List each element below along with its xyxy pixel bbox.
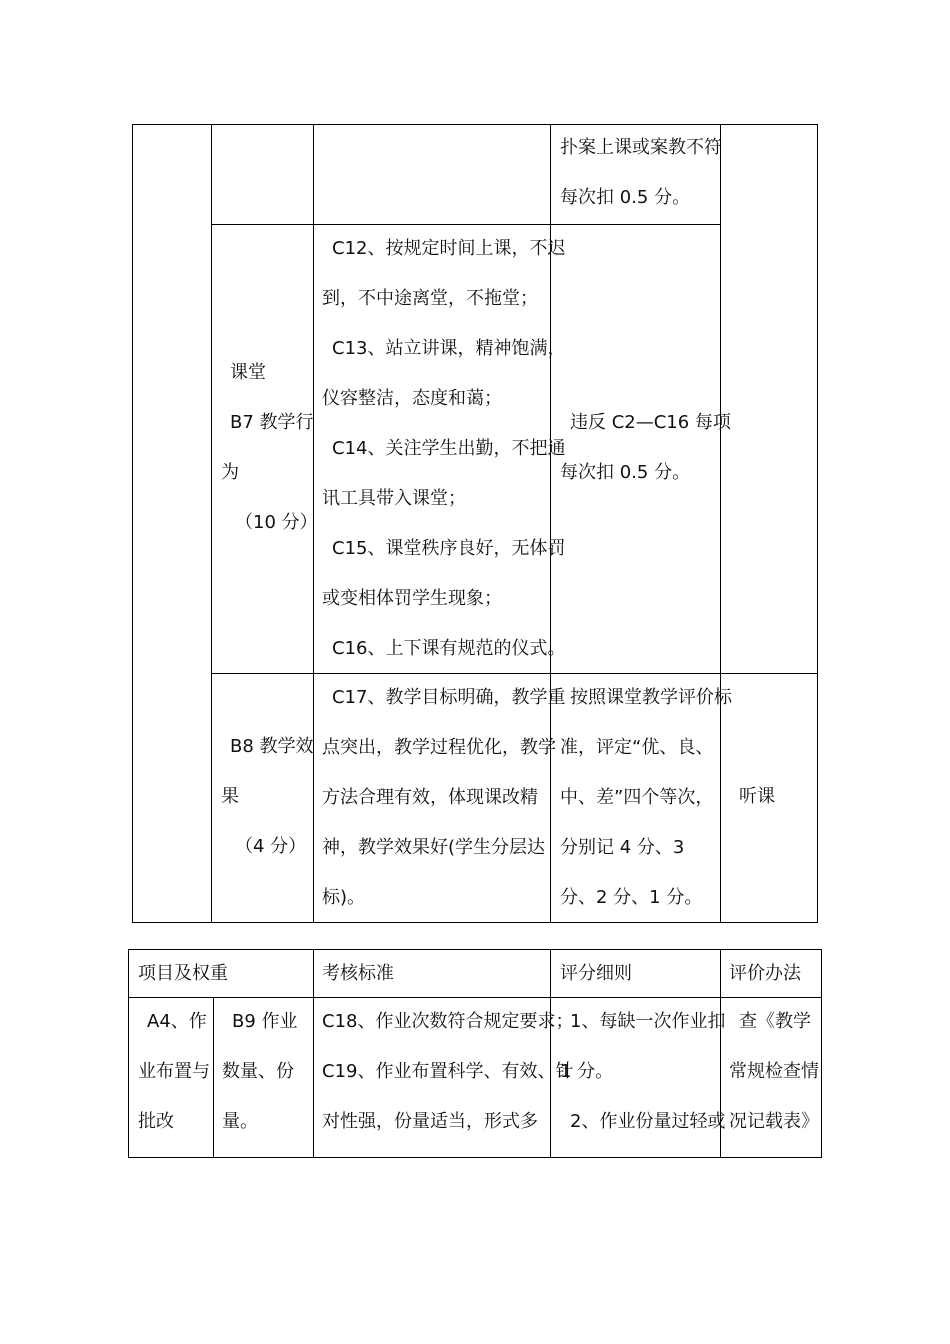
deduction-c2-c16-cell — [560, 398, 731, 498]
cell-line: B9 作业 — [232, 1011, 298, 1032]
cell-line: C17、教学目标明确，教学重 — [332, 687, 566, 708]
cell-line: 分别记 4 分、3 — [560, 837, 685, 858]
cell-line: A4、作 — [147, 1011, 207, 1032]
table1-col-divider — [211, 124, 212, 923]
cell-line: （10 分） — [235, 512, 318, 533]
cell-line: 对性强，份量适当，形式多 — [322, 1111, 538, 1132]
cell-line: 分、2 分、1 分。 — [560, 887, 703, 908]
cell-line: 查《教学 — [739, 1011, 811, 1032]
cell-line: 中、差”四个等次， — [560, 787, 714, 808]
grading-rule-cell — [560, 673, 732, 923]
method-lecture-cell — [739, 772, 775, 822]
cell-line: 数量、份 — [222, 1061, 294, 1082]
cell-line: 1、每缺一次作业扣 — [570, 1011, 726, 1032]
header-item-weight: 项目及权重 — [138, 963, 228, 984]
cell-line: C13、站立讲课，精神饱满， — [332, 338, 566, 359]
cell-line: 批改 — [138, 1111, 174, 1132]
item-a4-cell — [138, 997, 210, 1147]
header-evaluation-method: 评价办法 — [729, 963, 801, 984]
table1-left-border — [132, 124, 133, 923]
cell-line: C14、关注学生出勤，不把通 — [332, 438, 566, 459]
cell-line: 量。 — [222, 1111, 258, 1132]
cell-line: 2、作业份量过轻或 — [570, 1111, 726, 1132]
cell-line: 果 — [221, 786, 239, 807]
standard-c17-cell — [322, 673, 565, 923]
cell-line: 业布置与 — [138, 1061, 210, 1082]
cell-line: 课堂 — [230, 362, 266, 383]
table1-right-border — [817, 124, 818, 923]
cell-line: 到，不中途离堂，不拖堂； — [322, 288, 538, 309]
cell-line: 准，评定“优、良、 — [560, 737, 714, 758]
header-scoring-detail: 评分细则 — [560, 963, 632, 984]
cell-line: 扑案上课或案教不符 — [560, 137, 722, 158]
cell-line: 方法合理有效，体现课改精 — [322, 787, 538, 808]
cell-line: 按照课堂教学评价标 — [570, 687, 732, 708]
cell-line: 况记载表》 — [729, 1111, 819, 1132]
cell-line: C19、作业布置科学、有效、针 — [322, 1061, 574, 1082]
header-standard: 考核标准 — [322, 963, 394, 984]
cell-line: 常规检查情 — [729, 1061, 819, 1082]
table2-top-border — [128, 949, 822, 950]
item-b7-cell — [221, 348, 318, 548]
cell-line: 每次扣 0.5 分。 — [560, 462, 691, 483]
cell-line: 仪容整洁，态度和蔼； — [322, 388, 502, 409]
cell-line: 每次扣 0.5 分。 — [560, 187, 691, 208]
cell-line: C12、按规定时间上课，不迟 — [332, 238, 566, 259]
table2-right-border — [821, 949, 822, 1158]
item-b8-cell — [221, 722, 314, 872]
deduction-rule-cell — [560, 123, 722, 223]
cell-line: 点突出，教学过程优化，教学 — [322, 737, 556, 758]
cell-line: C18、作业次数符合规定要求； — [322, 1011, 574, 1032]
table2-col-divider — [313, 949, 314, 1158]
cell-line: 神，教学效果好(学生分层达 — [322, 837, 546, 858]
cell-line: 或变相体罚学生现象； — [322, 588, 502, 609]
homework-deduction-cell — [560, 997, 725, 1147]
method-check-record-cell — [729, 997, 819, 1147]
standard-c18-c19-cell — [322, 997, 573, 1147]
cell-line: （4 分） — [235, 836, 307, 857]
table2-col-divider — [213, 997, 214, 1158]
cell-line: B8 教学效 — [230, 736, 314, 757]
cell-line: 听课 — [739, 786, 775, 807]
cell-line: 标)。 — [322, 887, 366, 908]
table2-bottom-border — [128, 1157, 822, 1158]
cell-line: 为 — [221, 462, 239, 483]
cell-line: 1 分。 — [560, 1061, 614, 1082]
standard-c12-c16-cell — [322, 224, 565, 674]
cell-line: C16、上下课有规范的仪式。 — [332, 638, 566, 659]
cell-line: 讯工具带入课堂； — [322, 488, 466, 509]
item-b9-cell — [222, 997, 298, 1147]
cell-line: C15、课堂秩序良好，无体罚 — [332, 538, 566, 559]
cell-line: 违反 C2—C16 每项 — [570, 412, 731, 433]
table2-left-border — [128, 949, 129, 1158]
cell-line: B7 教学行 — [230, 412, 314, 433]
